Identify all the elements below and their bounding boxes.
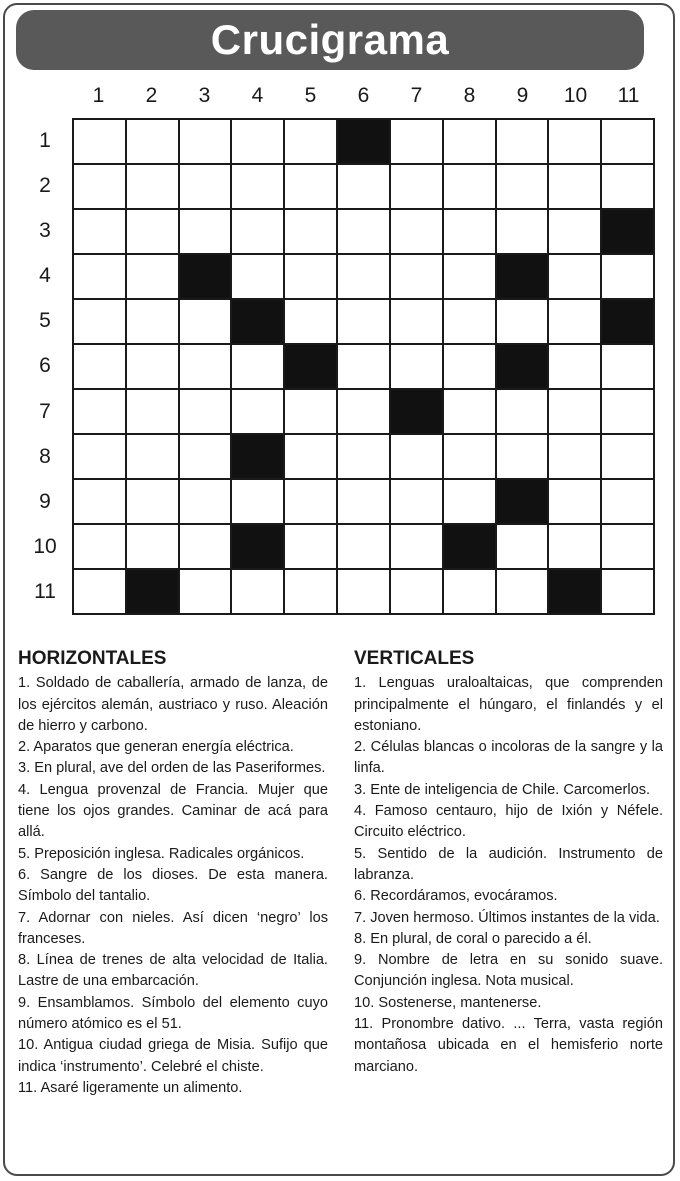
black-cell bbox=[127, 570, 178, 613]
black-cell bbox=[180, 255, 231, 298]
answer-cell[interactable] bbox=[444, 210, 495, 253]
answer-cell[interactable] bbox=[180, 480, 231, 523]
clue: 11. Asaré ligeramente un alimento. bbox=[18, 1079, 243, 1096]
answer-cell[interactable] bbox=[338, 570, 389, 613]
clue: 2. Células blancas o incoloras de la sangre y la linfa. bbox=[354, 739, 663, 777]
answer-cell[interactable] bbox=[497, 570, 548, 613]
column-numbers bbox=[72, 84, 655, 112]
answer-cell[interactable] bbox=[180, 525, 231, 568]
answer-cell[interactable] bbox=[497, 165, 548, 208]
answer-cell[interactable] bbox=[127, 255, 178, 298]
clue: 3. Ente de inteligencia de Chile. Carcomerlos. bbox=[354, 781, 651, 798]
answer-cell[interactable] bbox=[391, 300, 442, 343]
answer-cell[interactable] bbox=[444, 345, 495, 388]
answer-cell[interactable] bbox=[602, 435, 653, 478]
answer-cell[interactable] bbox=[549, 345, 600, 388]
answer-cell[interactable] bbox=[180, 390, 231, 433]
clue: 6. Sangre de los dioses. De esta manera. Símbolo del tantalio. bbox=[18, 866, 328, 905]
answer-cell[interactable] bbox=[338, 165, 389, 208]
answer-cell[interactable] bbox=[338, 435, 389, 478]
row-number: 1 bbox=[39, 128, 51, 152]
column-number: 9 bbox=[516, 84, 529, 107]
answer-cell[interactable] bbox=[549, 165, 600, 208]
answer-cell[interactable] bbox=[549, 300, 600, 343]
clue: 5. Sentido de la audición. Instrumento de labranza. bbox=[354, 845, 663, 883]
clue: 5. Preposición inglesa. Radicales orgánicos. bbox=[18, 845, 305, 862]
answer-cell[interactable] bbox=[127, 165, 178, 208]
answer-cell[interactable] bbox=[285, 255, 336, 298]
column-number: 2 bbox=[145, 84, 158, 107]
black-cell bbox=[232, 435, 283, 478]
clue: 10. Antigua ciudad griega de Misia. Sufijo que indica ‘instrumento’. Celebré el chiste. bbox=[18, 1037, 328, 1075]
answer-cell[interactable] bbox=[444, 435, 495, 478]
answer-cell[interactable] bbox=[180, 210, 231, 253]
answer-cell[interactable] bbox=[180, 435, 231, 478]
answer-cell[interactable] bbox=[602, 570, 653, 613]
answer-cell[interactable] bbox=[549, 120, 600, 163]
answer-cell[interactable] bbox=[497, 210, 548, 253]
answer-cell[interactable] bbox=[285, 210, 336, 253]
answer-cell[interactable] bbox=[232, 390, 283, 433]
answer-cell[interactable] bbox=[74, 570, 125, 613]
answer-cell[interactable] bbox=[74, 525, 125, 568]
answer-cell[interactable] bbox=[338, 210, 389, 253]
column-number: 5 bbox=[304, 84, 317, 107]
answer-cell[interactable] bbox=[338, 255, 389, 298]
answer-cell[interactable] bbox=[391, 345, 442, 388]
answer-cell[interactable] bbox=[127, 390, 178, 433]
black-cell bbox=[444, 525, 495, 568]
answer-cell[interactable] bbox=[391, 210, 442, 253]
row-number: 8 bbox=[39, 444, 51, 468]
answer-cell[interactable] bbox=[391, 570, 442, 613]
answer-cell[interactable] bbox=[74, 300, 125, 343]
clue: 4. Famoso centauro, hijo de Ixión y Néfele. Circuito eléctrico. bbox=[354, 803, 663, 841]
black-cell bbox=[497, 345, 548, 388]
answer-cell[interactable] bbox=[74, 435, 125, 478]
answer-cell[interactable] bbox=[74, 165, 125, 208]
answer-cell[interactable] bbox=[602, 525, 653, 568]
row-number: 11 bbox=[34, 580, 56, 604]
black-cell bbox=[549, 570, 600, 613]
answer-cell[interactable] bbox=[285, 120, 336, 163]
answer-cell[interactable] bbox=[232, 480, 283, 523]
verticales-heading: VERTICALES bbox=[354, 648, 475, 669]
answer-cell[interactable] bbox=[285, 390, 336, 433]
black-cell bbox=[602, 300, 653, 343]
answer-cell[interactable] bbox=[497, 300, 548, 343]
answer-cell[interactable] bbox=[602, 255, 653, 298]
verticales-section bbox=[354, 648, 663, 1078]
answer-cell[interactable] bbox=[444, 255, 495, 298]
row-number: 9 bbox=[39, 489, 51, 513]
answer-cell[interactable] bbox=[602, 120, 653, 163]
clue: 8. Línea de trenes de alta velocidad de Italia. Lastre de una embarcación. bbox=[18, 952, 328, 990]
answer-cell[interactable] bbox=[232, 165, 283, 208]
answer-cell[interactable] bbox=[74, 480, 125, 523]
answer-cell[interactable] bbox=[444, 165, 495, 208]
column-number: 11 bbox=[617, 84, 640, 107]
answer-cell[interactable] bbox=[232, 345, 283, 388]
row-number: 3 bbox=[39, 218, 51, 242]
answer-cell[interactable] bbox=[127, 210, 178, 253]
answer-cell[interactable] bbox=[232, 210, 283, 253]
crossword-grid bbox=[72, 118, 655, 615]
clue: 8. En plural, de coral o parecido a él. bbox=[354, 930, 592, 947]
answer-cell[interactable] bbox=[497, 120, 548, 163]
answer-cell[interactable] bbox=[549, 435, 600, 478]
answer-cell[interactable] bbox=[74, 255, 125, 298]
row-number: 7 bbox=[39, 399, 51, 423]
row-numbers bbox=[20, 118, 70, 615]
black-cell bbox=[285, 345, 336, 388]
answer-cell[interactable] bbox=[285, 480, 336, 523]
answer-cell[interactable] bbox=[127, 435, 178, 478]
answer-cell[interactable] bbox=[180, 300, 231, 343]
answer-cell[interactable] bbox=[391, 165, 442, 208]
clue: 1. Soldado de caballería, armado de lanza, de los ejércitos alemán, austriaco y ruso. Aleación de hierro y carbono. bbox=[18, 675, 328, 734]
answer-cell[interactable] bbox=[338, 390, 389, 433]
column-number: 7 bbox=[410, 84, 423, 107]
column-number: 1 bbox=[92, 84, 105, 107]
clue: 7. Adornar con nieles. Así dicen ‘negro’ los franceses. bbox=[18, 909, 328, 947]
horizontales-list bbox=[18, 673, 328, 1099]
answer-cell[interactable] bbox=[127, 525, 178, 568]
answer-cell[interactable] bbox=[444, 300, 495, 343]
answer-cell[interactable] bbox=[338, 525, 389, 568]
answer-cell[interactable] bbox=[74, 120, 125, 163]
answer-cell[interactable] bbox=[285, 165, 336, 208]
row-number: 5 bbox=[39, 309, 51, 333]
clue: 4. Lengua provenzal de Francia. Mujer que tiene los ojos grandes. Caminar de acá para allá. bbox=[18, 781, 328, 841]
answer-cell[interactable] bbox=[127, 300, 178, 343]
row-number: 4 bbox=[39, 264, 51, 288]
clue: 1. Lenguas uraloaltaicas, que comprenden principalmente el húngaro, el finlandés y el estoniano. bbox=[354, 675, 663, 734]
clue: 11. Pronombre dativo. ... Terra, vasta región montañosa ubicada en el hemisferio norte marciano. bbox=[354, 1016, 663, 1075]
answer-cell[interactable] bbox=[74, 345, 125, 388]
answer-cell[interactable] bbox=[602, 165, 653, 208]
answer-cell[interactable] bbox=[285, 435, 336, 478]
clue: 3. En plural, ave del orden de las Paseriformes. bbox=[18, 760, 326, 777]
answer-cell[interactable] bbox=[391, 525, 442, 568]
answer-cell[interactable] bbox=[497, 390, 548, 433]
column-number: 4 bbox=[251, 84, 264, 107]
clue: 10. Sostenerse, mantenerse. bbox=[354, 994, 542, 1011]
answer-cell[interactable] bbox=[74, 210, 125, 253]
verticales-list bbox=[354, 673, 663, 1078]
answer-cell[interactable] bbox=[602, 390, 653, 433]
horizontales-section bbox=[18, 648, 328, 1099]
answer-cell[interactable] bbox=[549, 210, 600, 253]
page-title: Crucigrama bbox=[210, 16, 450, 63]
answer-cell[interactable] bbox=[180, 345, 231, 388]
black-cell bbox=[232, 525, 283, 568]
answer-cell[interactable] bbox=[180, 165, 231, 208]
horizontales-heading: HORIZONTALES bbox=[18, 648, 167, 669]
answer-cell[interactable] bbox=[549, 390, 600, 433]
answer-cell[interactable] bbox=[391, 120, 442, 163]
answer-cell[interactable] bbox=[444, 480, 495, 523]
column-number: 6 bbox=[357, 84, 370, 107]
answer-cell[interactable] bbox=[232, 570, 283, 613]
row-number: 6 bbox=[39, 354, 51, 378]
clue: 9. Ensamblamos. Símbolo del elemento cuyo número atómico es el 51. bbox=[18, 994, 328, 1033]
answer-cell[interactable] bbox=[549, 525, 600, 568]
answer-cell[interactable] bbox=[338, 300, 389, 343]
title-banner bbox=[16, 10, 644, 70]
row-number: 2 bbox=[39, 173, 51, 197]
answer-cell[interactable] bbox=[285, 300, 336, 343]
answer-cell[interactable] bbox=[444, 120, 495, 163]
clue: 7. Joven hermoso. Últimos instantes de la vida. bbox=[354, 909, 660, 926]
column-number: 3 bbox=[198, 84, 211, 107]
clue: 9. Nombre de letra en su sonido suave. Conjunción inglesa. Nota musical. bbox=[354, 952, 663, 990]
answer-cell[interactable] bbox=[127, 120, 178, 163]
black-cell bbox=[232, 300, 283, 343]
clue: 2. Aparatos que generan energía eléctrica. bbox=[18, 739, 294, 756]
answer-cell[interactable] bbox=[180, 120, 231, 163]
answer-cell[interactable] bbox=[338, 345, 389, 388]
answer-cell[interactable] bbox=[127, 480, 178, 523]
answer-cell[interactable] bbox=[497, 525, 548, 568]
answer-cell[interactable] bbox=[602, 480, 653, 523]
column-number: 8 bbox=[463, 84, 476, 107]
answer-cell[interactable] bbox=[391, 480, 442, 523]
answer-cell[interactable] bbox=[180, 570, 231, 613]
answer-cell[interactable] bbox=[232, 255, 283, 298]
black-cell bbox=[497, 255, 548, 298]
clue: 6. Recordáramos, evocáramos. bbox=[354, 888, 558, 905]
answer-cell[interactable] bbox=[285, 570, 336, 613]
black-cell bbox=[391, 390, 442, 433]
answer-cell[interactable] bbox=[497, 435, 548, 478]
answer-cell[interactable] bbox=[74, 390, 125, 433]
answer-cell[interactable] bbox=[285, 525, 336, 568]
answer-cell[interactable] bbox=[391, 255, 442, 298]
row-number: 10 bbox=[33, 535, 57, 559]
answer-cell[interactable] bbox=[602, 345, 653, 388]
black-cell bbox=[602, 210, 653, 253]
answer-cell[interactable] bbox=[338, 480, 389, 523]
black-cell bbox=[497, 480, 548, 523]
answer-cell[interactable] bbox=[232, 120, 283, 163]
answer-cell[interactable] bbox=[127, 345, 178, 388]
answer-cell[interactable] bbox=[549, 480, 600, 523]
answer-cell[interactable] bbox=[391, 435, 442, 478]
column-number: 10 bbox=[563, 84, 588, 107]
black-cell bbox=[338, 120, 389, 163]
answer-cell[interactable] bbox=[444, 390, 495, 433]
answer-cell[interactable] bbox=[444, 570, 495, 613]
answer-cell[interactable] bbox=[549, 255, 600, 298]
